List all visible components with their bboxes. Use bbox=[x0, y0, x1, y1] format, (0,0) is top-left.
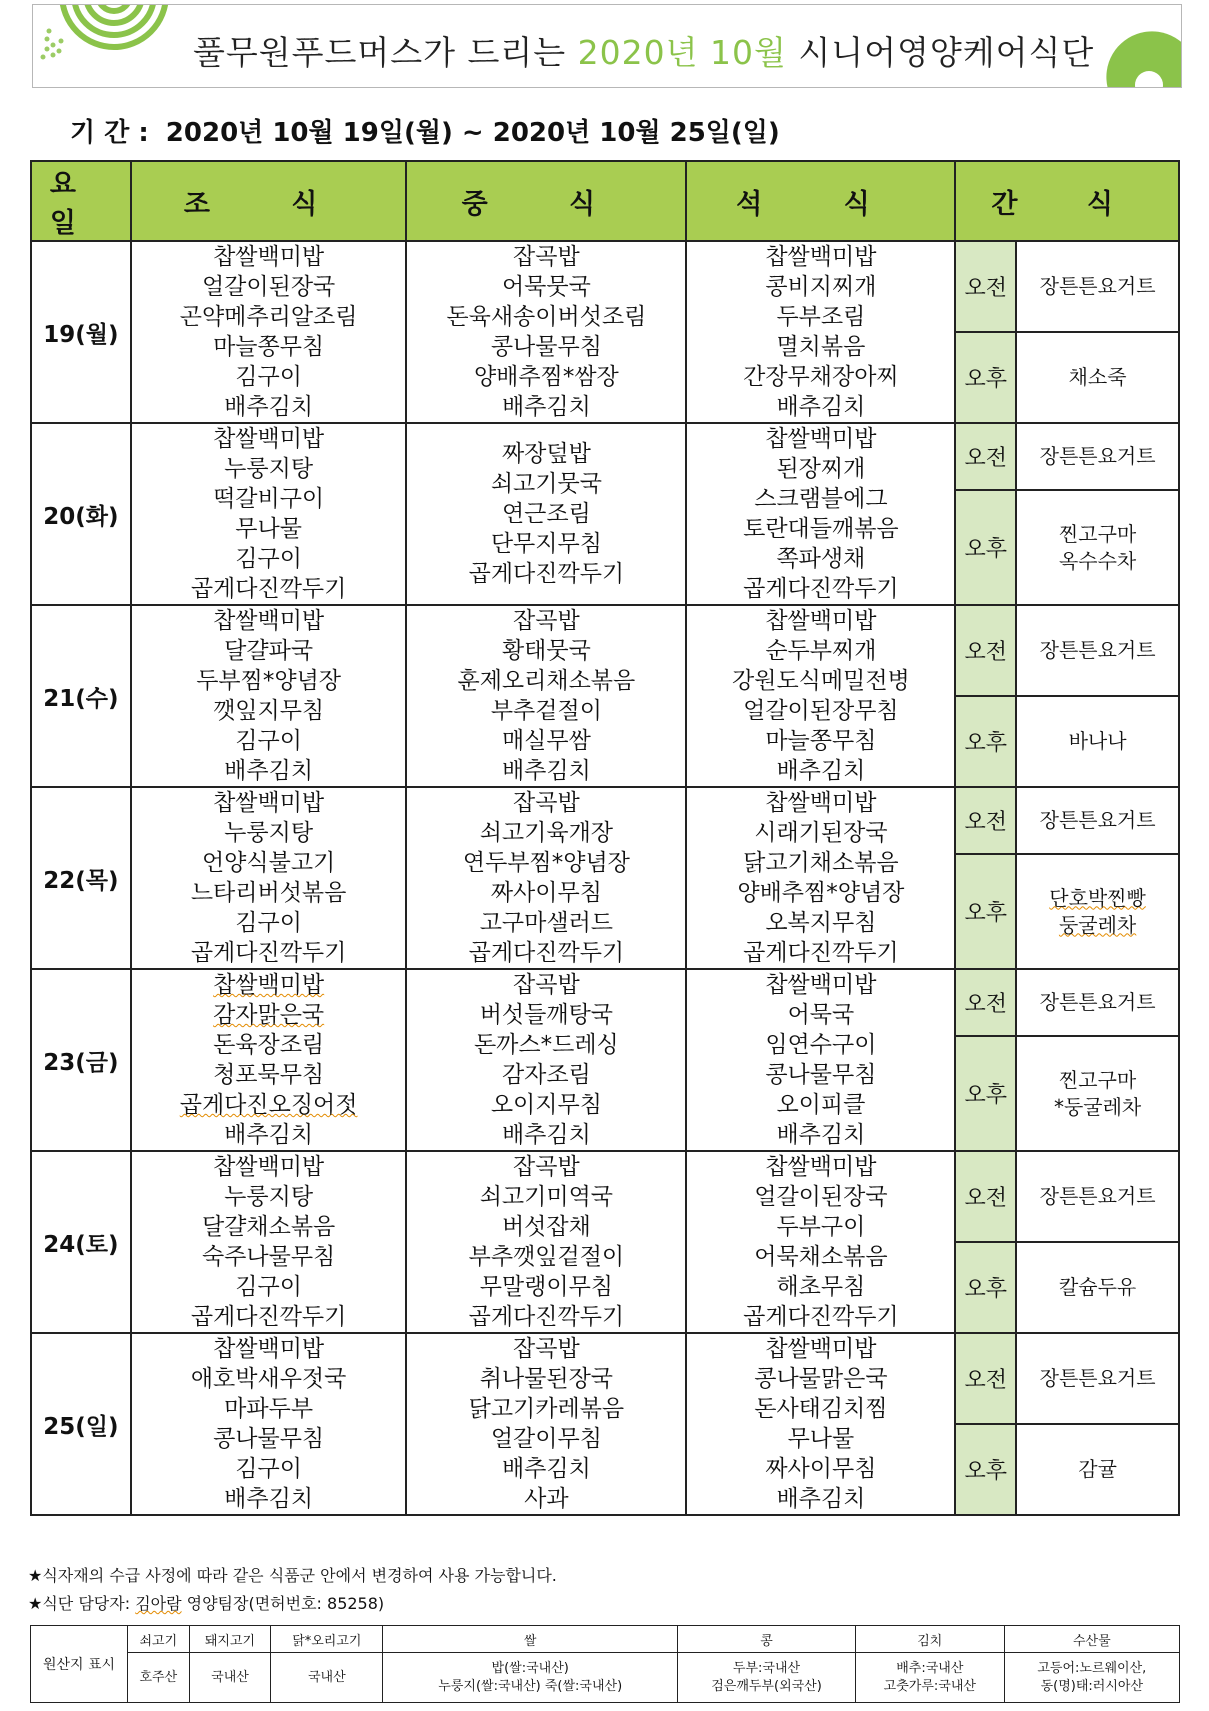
menu-item: 곱게다진깍두기 bbox=[743, 576, 899, 602]
origin-value bbox=[189, 1653, 271, 1703]
dinner-cell bbox=[686, 1333, 955, 1515]
menu-item: 황태뭇국 bbox=[501, 638, 591, 664]
day-cell: 25(일) bbox=[31, 1333, 131, 1515]
menu-item: 버섯들깨탕국 bbox=[479, 1002, 614, 1028]
menu-item: 버섯잡채 bbox=[501, 1214, 591, 1240]
menu-item: 연두부찜*양념장 bbox=[462, 850, 630, 876]
menu-item: 배추김치 bbox=[501, 758, 591, 784]
menu-item: 돈육장조림 bbox=[213, 1032, 325, 1058]
origin-label: 원산지 표시 bbox=[31, 1626, 128, 1703]
menu-item: 감자조림 bbox=[501, 1062, 591, 1088]
snack-am-label: 오전 bbox=[955, 1333, 1016, 1424]
menu-item: 배추김치 bbox=[776, 758, 866, 784]
menu-item: 잡곡밥 bbox=[513, 244, 580, 270]
menu-item: 임연수구이 bbox=[765, 1032, 877, 1058]
menu-item: 훈제오리채소볶음 bbox=[457, 668, 636, 694]
table-row bbox=[31, 241, 1179, 332]
menu-item: 곱게다진깍두기 bbox=[468, 1304, 625, 1330]
table-row bbox=[31, 969, 1179, 1036]
snack-item: 바나나 bbox=[1068, 729, 1127, 753]
menu-item: 마늘쫑무침 bbox=[213, 334, 325, 360]
snack-item: 단호박찐빵 bbox=[1049, 885, 1146, 910]
menu-item: 무말랭이무침 bbox=[479, 1274, 614, 1300]
snack-pm-cell bbox=[1016, 854, 1179, 969]
menu-item: 무나물 bbox=[235, 516, 302, 542]
header-breakfast: 조 식 bbox=[131, 161, 407, 241]
table-row bbox=[31, 605, 1179, 696]
menu-item: 곱게다진깍두기 bbox=[468, 561, 625, 587]
menu-item: 배추김치 bbox=[501, 394, 591, 420]
snack-item: 장튼튼요거트 bbox=[1039, 1366, 1156, 1390]
menu-item: 오이지무침 bbox=[490, 1092, 602, 1118]
menu-item: 돈육새송이버섯조림 bbox=[446, 304, 647, 330]
pulmuone-logo-icon bbox=[39, 4, 189, 65]
header-day: 요 일 bbox=[31, 161, 131, 241]
lunch-cell bbox=[406, 787, 686, 969]
breakfast-cell bbox=[131, 423, 407, 605]
dinner-cell bbox=[686, 1151, 955, 1333]
snack-am-cell bbox=[1016, 423, 1179, 490]
snack-pm-cell bbox=[1016, 1036, 1179, 1151]
menu-item: 찹쌀백미밥 bbox=[765, 972, 877, 998]
origin-line: 동(명)태:러시아산 bbox=[1040, 1678, 1144, 1694]
snack-am-cell bbox=[1016, 605, 1179, 696]
menu-item: 언양식불고기 bbox=[201, 850, 336, 876]
menu-item: 고구마샐러드 bbox=[479, 910, 614, 936]
menu-item: 간장무채장아찌 bbox=[743, 364, 899, 390]
menu-item: 오이피클 bbox=[776, 1092, 866, 1118]
leaf-decoration-icon bbox=[1101, 27, 1182, 88]
snack-item: 옥수수차 bbox=[1058, 548, 1137, 573]
origin-line: 밥(쌀:국내산) bbox=[491, 1660, 569, 1676]
menu-item: 곱게다진깍두기 bbox=[190, 940, 347, 966]
day-cell: 22(목) bbox=[31, 787, 131, 969]
day-cell: 24(토) bbox=[31, 1151, 131, 1333]
menu-item: 누룽지탕 bbox=[224, 820, 314, 846]
header-lunch: 중 식 bbox=[406, 161, 686, 241]
breakfast-cell bbox=[131, 1151, 407, 1333]
menu-item: 매실무쌈 bbox=[501, 728, 591, 754]
menu-item: 오복지무침 bbox=[765, 910, 877, 936]
origin-value bbox=[128, 1653, 190, 1703]
snack-pm-label: 오후 bbox=[955, 332, 1016, 423]
period-label: 기 간 : bbox=[70, 118, 149, 148]
menu-item: 찹쌀백미밥 bbox=[765, 608, 877, 634]
menu-item: 강원도식메밀전병 bbox=[732, 668, 910, 694]
menu-item: 양배추찜*양념장 bbox=[737, 880, 905, 906]
menu-item: 부추깻잎겉절이 bbox=[468, 1244, 625, 1270]
menu-item: 멸치볶음 bbox=[776, 334, 866, 360]
menu-item: 두부찜*양념장 bbox=[196, 668, 342, 694]
day-cell: 21(수) bbox=[31, 605, 131, 787]
menu-item: 잡곡밥 bbox=[513, 1336, 580, 1362]
menu-item: 콩나물무침 bbox=[490, 334, 602, 360]
menu-item: 연근조림 bbox=[501, 501, 591, 527]
period-line bbox=[70, 112, 788, 149]
menu-item: 김구이 bbox=[235, 1274, 302, 1300]
menu-item: 짜사이무침 bbox=[765, 1456, 877, 1482]
menu-item: 곱게다진오징어젓 bbox=[179, 1092, 358, 1118]
menu-item: 찹쌀백미밥 bbox=[213, 608, 325, 634]
menu-item: 된장찌개 bbox=[776, 456, 866, 482]
lunch-cell bbox=[406, 241, 686, 423]
dinner-cell bbox=[686, 605, 955, 787]
snack-am-cell bbox=[1016, 969, 1179, 1036]
table-header-row bbox=[31, 161, 1179, 241]
menu-item: 사과 bbox=[524, 1486, 569, 1512]
snack-item: 장튼튼요거트 bbox=[1039, 444, 1156, 469]
origin-category: 콩 bbox=[678, 1626, 856, 1653]
menu-item: 취나물된장국 bbox=[479, 1366, 614, 1392]
menu-item: 쇠고기미역국 bbox=[479, 1184, 614, 1210]
origin-line: 검은깨두부(외국산) bbox=[711, 1678, 822, 1694]
day-cell: 19(월) bbox=[31, 241, 131, 423]
origin-line: 두부:국내산 bbox=[732, 1660, 801, 1676]
origin-line: 국내산 bbox=[211, 1669, 249, 1685]
menu-item: 쪽파생채 bbox=[776, 546, 866, 572]
menu-item: 곱게다진깍두기 bbox=[743, 940, 899, 966]
snack-am-label: 오전 bbox=[955, 241, 1016, 332]
menu-item: 찹쌀백미밥 bbox=[765, 244, 877, 270]
snack-pm-label: 오후 bbox=[955, 490, 1016, 605]
snack-am-cell bbox=[1016, 1151, 1179, 1242]
snack-item: 감귤 bbox=[1078, 1457, 1117, 1481]
menu-item: 찹쌀백미밥 bbox=[213, 1154, 325, 1180]
menu-item: 잡곡밥 bbox=[513, 608, 580, 634]
origin-value bbox=[1004, 1653, 1179, 1703]
menu-item: 느타리버섯볶음 bbox=[190, 880, 347, 906]
menu-item: 김구이 bbox=[235, 1456, 302, 1482]
snack-pm-cell bbox=[1016, 1242, 1179, 1333]
menu-item: 두부구이 bbox=[776, 1214, 866, 1240]
origin-category: 김치 bbox=[855, 1626, 1004, 1653]
menu-item: 단무지무침 bbox=[490, 531, 602, 557]
lunch-cell bbox=[406, 1151, 686, 1333]
menu-item: 짜사이무침 bbox=[490, 880, 602, 906]
snack-item: 찐고구마 bbox=[1058, 1067, 1137, 1092]
menu-item: 무나물 bbox=[787, 1426, 855, 1452]
menu-item: 곱게다진깍두기 bbox=[190, 576, 347, 602]
menu-item: 김구이 bbox=[235, 910, 302, 936]
menu-table bbox=[30, 160, 1180, 1516]
origin-category: 돼지고기 bbox=[189, 1626, 271, 1653]
menu-item: 곱게다진깍두기 bbox=[190, 1304, 347, 1330]
table-row bbox=[31, 1333, 1179, 1424]
note-dietitian: ★식단 담당자: 김아람 영양팀장(면허번호: 85258) bbox=[28, 1594, 385, 1613]
menu-item: 마늘쫑무침 bbox=[765, 728, 877, 754]
breakfast-cell bbox=[131, 787, 407, 969]
menu-item: 달걀채소볶음 bbox=[201, 1214, 336, 1240]
table-row bbox=[31, 787, 1179, 854]
origin-header-row bbox=[31, 1626, 1180, 1653]
menu-item: 곱게다진깍두기 bbox=[743, 1304, 899, 1330]
header-snack: 간 식 bbox=[955, 161, 1179, 241]
menu-item: 잡곡밥 bbox=[513, 1154, 580, 1180]
menu-item: 배추김치 bbox=[776, 1486, 866, 1512]
snack-item: 장튼튼요거트 bbox=[1039, 990, 1156, 1015]
origin-line: 고춧가루:국내산 bbox=[883, 1678, 976, 1694]
origin-category: 쇠고기 bbox=[128, 1626, 190, 1653]
menu-item: 콩비지찌개 bbox=[765, 274, 877, 300]
menu-item: 어묵뭇국 bbox=[501, 274, 591, 300]
menu-item: 찹쌀백미밥 bbox=[765, 790, 877, 816]
snack-am-label: 오전 bbox=[955, 423, 1016, 490]
day-cell: 20(화) bbox=[31, 423, 131, 605]
menu-item: 찹쌀백미밥 bbox=[213, 790, 325, 816]
menu-item: 찹쌀백미밥 bbox=[213, 1336, 325, 1362]
menu-item: 김구이 bbox=[235, 546, 302, 572]
lunch-cell bbox=[406, 605, 686, 787]
menu-item: 돈사태김치찜 bbox=[754, 1396, 888, 1422]
menu-item: 쇠고기육개장 bbox=[479, 820, 614, 846]
menu-item: 찹쌀백미밥 bbox=[765, 1336, 877, 1362]
snack-item: 장튼튼요거트 bbox=[1039, 808, 1156, 833]
notes bbox=[28, 1562, 557, 1618]
menu-item: 부추겉절이 bbox=[490, 698, 602, 724]
dinner-cell bbox=[686, 423, 955, 605]
snack-pm-cell bbox=[1016, 490, 1179, 605]
lunch-cell bbox=[406, 423, 686, 605]
snack-am-label: 오전 bbox=[955, 605, 1016, 696]
snack-item: 채소죽 bbox=[1068, 365, 1127, 389]
menu-item: 콩나물무침 bbox=[765, 1062, 877, 1088]
snack-pm-cell bbox=[1016, 332, 1179, 423]
menu-item: 얼갈이된장국 bbox=[201, 274, 336, 300]
snack-item: 둥굴레차 bbox=[1058, 912, 1137, 937]
menu-item: 짜장덮밥 bbox=[501, 441, 591, 467]
snack-pm-label: 오후 bbox=[955, 1424, 1016, 1515]
breakfast-cell bbox=[131, 1333, 407, 1515]
dinner-cell bbox=[686, 241, 955, 423]
dinner-cell bbox=[686, 787, 955, 969]
menu-item: 닭고기채소볶음 bbox=[743, 850, 899, 876]
menu-item: 배추김치 bbox=[224, 1122, 314, 1148]
menu-item: 어묵국 bbox=[787, 1002, 855, 1028]
menu-item: 배추김치 bbox=[776, 394, 866, 420]
menu-item: 떡갈비구이 bbox=[213, 486, 325, 512]
snack-pm-label: 오후 bbox=[955, 1242, 1016, 1333]
menu-item: 달걀파국 bbox=[224, 638, 314, 664]
origin-category: 수산물 bbox=[1004, 1626, 1179, 1653]
header-banner bbox=[32, 4, 1182, 88]
menu-item: 배추김치 bbox=[501, 1122, 591, 1148]
breakfast-cell bbox=[131, 241, 407, 423]
breakfast-cell bbox=[131, 605, 407, 787]
menu-item: 찹쌀백미밥 bbox=[765, 426, 877, 452]
origin-category: 쌀 bbox=[383, 1626, 678, 1653]
snack-am-cell bbox=[1016, 787, 1179, 854]
note-supply: ★식자재의 수급 사정에 따라 같은 식품군 안에서 변경하여 사용 가능합니다. bbox=[28, 1566, 557, 1585]
snack-pm-cell bbox=[1016, 696, 1179, 787]
menu-item: 찹쌀백미밥 bbox=[765, 1154, 877, 1180]
menu-item: 누룽지탕 bbox=[224, 1184, 314, 1210]
snack-am-label: 오전 bbox=[955, 1151, 1016, 1242]
menu-item: 찹쌀백미밥 bbox=[213, 244, 325, 270]
menu-item: 콩나물맑은국 bbox=[754, 1366, 888, 1392]
menu-item: 배추김치 bbox=[224, 1486, 314, 1512]
menu-item: 숙주나물무침 bbox=[201, 1244, 336, 1270]
snack-item: 장튼튼요거트 bbox=[1039, 274, 1156, 298]
snack-am-label: 오전 bbox=[955, 969, 1016, 1036]
breakfast-cell bbox=[131, 969, 407, 1151]
origin-value bbox=[855, 1653, 1004, 1703]
snack-am-label: 오전 bbox=[955, 787, 1016, 854]
snack-item: 장튼튼요거트 bbox=[1039, 1184, 1156, 1208]
origin-values-row bbox=[31, 1653, 1180, 1703]
menu-item: 마파두부 bbox=[224, 1396, 314, 1422]
menu-item: 청포묵무침 bbox=[213, 1062, 325, 1088]
origin-line: 국내산 bbox=[307, 1669, 346, 1685]
menu-item: 닭고기카레볶음 bbox=[468, 1396, 625, 1422]
origin-category: 닭*오리고기 bbox=[271, 1626, 383, 1653]
menu-item: 배추김치 bbox=[776, 1122, 866, 1148]
menu-item: 스크램블에그 bbox=[754, 486, 888, 512]
menu-item: 찹쌀백미밥 bbox=[213, 972, 325, 998]
snack-am-cell bbox=[1016, 1333, 1179, 1424]
snack-pm-label: 오후 bbox=[955, 1036, 1016, 1151]
menu-item: 곤약메추리알조림 bbox=[179, 304, 358, 330]
menu-item: 곱게다진깍두기 bbox=[468, 940, 625, 966]
menu-item: 배추김치 bbox=[224, 758, 314, 784]
lunch-cell bbox=[406, 969, 686, 1151]
origin-table bbox=[30, 1625, 1180, 1703]
page-title: 풀무원푸드머스가 드리는 2020년 10월 시니어영양케어식단 bbox=[193, 33, 1095, 72]
menu-item: 누룽지탕 bbox=[224, 456, 314, 482]
origin-line: 호주산 bbox=[139, 1669, 178, 1685]
origin-line: 고등어:노르웨이산, bbox=[1037, 1660, 1147, 1676]
origin-value bbox=[678, 1653, 856, 1703]
menu-item: 쇠고기뭇국 bbox=[490, 471, 602, 497]
origin-line: 누룽지(쌀:국내산) 죽(쌀:국내산) bbox=[438, 1678, 623, 1694]
menu-item: 잡곡밥 bbox=[513, 790, 580, 816]
header-dinner: 석 식 bbox=[686, 161, 955, 241]
menu-item: 어묵채소볶음 bbox=[754, 1244, 888, 1270]
menu-item: 배추김치 bbox=[224, 394, 314, 420]
day-cell: 23(금) bbox=[31, 969, 131, 1151]
menu-item: 김구이 bbox=[235, 364, 302, 390]
snack-pm-label: 오후 bbox=[955, 854, 1016, 969]
snack-pm-label: 오후 bbox=[955, 696, 1016, 787]
snack-item: 칼슘두유 bbox=[1058, 1275, 1137, 1299]
menu-item: 얼갈이된장국 bbox=[754, 1184, 888, 1210]
snack-item: 찐고구마 bbox=[1058, 521, 1137, 546]
menu-item: 애호박새우젓국 bbox=[190, 1366, 347, 1392]
menu-item: 잡곡밥 bbox=[513, 972, 580, 998]
origin-value bbox=[271, 1653, 383, 1703]
table-row bbox=[31, 1151, 1179, 1242]
menu-item: 순두부찌개 bbox=[765, 638, 877, 664]
menu-item: 얼갈이무침 bbox=[490, 1426, 602, 1452]
menu-item: 찹쌀백미밥 bbox=[213, 426, 325, 452]
menu-item: 해초무침 bbox=[776, 1274, 866, 1300]
menu-item: 시래기된장국 bbox=[754, 820, 888, 846]
dinner-cell bbox=[686, 969, 955, 1151]
menu-item: 토란대들깨볶음 bbox=[743, 516, 899, 542]
snack-item: *둥굴레차 bbox=[1053, 1094, 1142, 1119]
menu-item: 양배추찜*쌈장 bbox=[473, 364, 619, 390]
menu-item: 얼갈이된장무침 bbox=[743, 698, 899, 724]
snack-pm-cell bbox=[1016, 1424, 1179, 1515]
snack-item: 장튼튼요거트 bbox=[1039, 638, 1156, 662]
menu-item: 배추김치 bbox=[501, 1456, 591, 1482]
period-value: 2020년 10월 19일(월) ~ 2020년 10월 25일(일) bbox=[165, 118, 780, 148]
menu-item: 두부조림 bbox=[776, 304, 866, 330]
snack-am-cell bbox=[1016, 241, 1179, 332]
menu-item: 돈까스*드레싱 bbox=[473, 1032, 619, 1058]
table-row bbox=[31, 423, 1179, 490]
menu-item: 콩나물무침 bbox=[213, 1426, 325, 1452]
menu-item: 김구이 bbox=[235, 728, 302, 754]
lunch-cell bbox=[406, 1333, 686, 1515]
origin-value bbox=[383, 1653, 678, 1703]
menu-item: 깻잎지무침 bbox=[213, 698, 325, 724]
menu-item: 감자맑은국 bbox=[213, 1002, 325, 1028]
origin-line: 배추:국내산 bbox=[896, 1660, 964, 1676]
